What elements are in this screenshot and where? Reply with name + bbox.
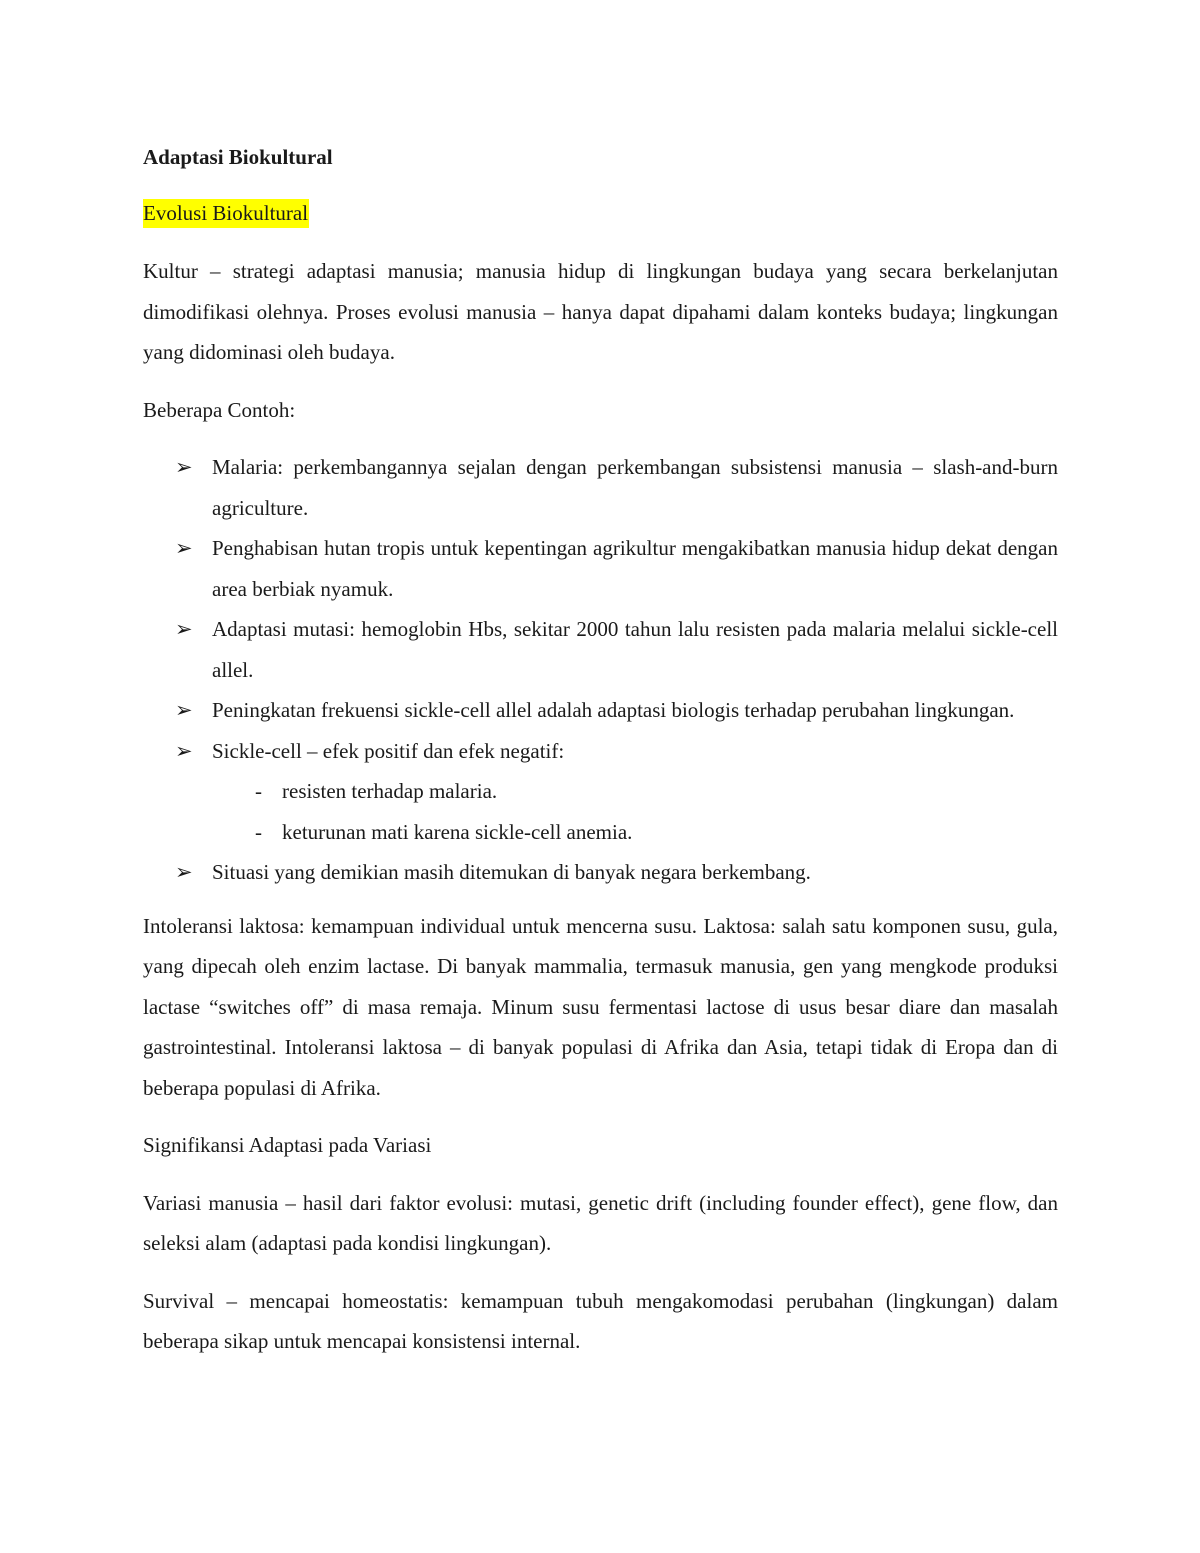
list-item <box>143 731 1058 853</box>
list-item <box>143 852 1058 893</box>
list-item-text: Situasi yang demikian masih ditemukan di banyak negara berkembang. <box>212 860 811 884</box>
section-heading-signifikansi: Signifikansi Adaptasi pada Variasi <box>143 1133 432 1157</box>
list-item-text: Adaptasi mutasi: hemoglobin Hbs, sekitar 2000 tahun lalu resisten pada malaria melalui sickle-cell allel. <box>212 617 1058 682</box>
highlighted-heading: Evolusi Biokultural <box>143 199 309 228</box>
list-item-text: Peningkatan frekuensi sickle-cell allel adalah adaptasi biologis terhadap perubahan lingkungan. <box>212 698 1015 722</box>
sub-list-item-text: resisten terhadap malaria. <box>282 779 498 803</box>
examples-list <box>143 447 1058 893</box>
list-item <box>143 609 1058 690</box>
arrow-bullet-icon: ➢ <box>175 698 193 722</box>
list-item-text: Sickle-cell – efek positif dan efek negatif: <box>212 738 565 763</box>
document-page <box>143 142 1058 1379</box>
list-item-text: Malaria: perkembangannya sejalan dengan perkembangan subsistensi manusia – slash-and-burn agriculture. <box>212 455 1058 520</box>
sub-list-item-text: keturunan mati karena sickle-cell anemia. <box>282 819 633 844</box>
examples-label: Beberapa Contoh: <box>143 397 296 422</box>
sub-list <box>212 771 1058 852</box>
arrow-bullet-icon: ➢ <box>175 536 193 560</box>
paragraph-kultur: Kultur – strategi adaptasi manusia; manusia hidup di lingkungan budaya yang secara berkelanjutan dimodifikasi olehnya. Proses evolusi manusia – hanya dapat dipahami dalam konteks budaya; lingkungan yang didominasi oleh budaya. <box>143 259 1058 364</box>
list-item <box>143 528 1058 609</box>
arrow-bullet-icon: ➢ <box>175 860 193 884</box>
list-item-text: Penghabisan hutan tropis untuk kepentingan agrikultur mengakibatkan manusia hidup dekat dengan area berbiak nyamuk. <box>212 536 1058 601</box>
sub-list-item <box>212 812 1058 853</box>
section-heading-evolusi <box>143 198 1058 228</box>
paragraph-survival: Survival – mencapai homeostatis: kemampuan tubuh mengakomodasi perubahan (lingkungan) dalam beberapa sikap untuk mencapai konsistensi internal. <box>143 1288 1058 1353</box>
arrow-bullet-icon: ➢ <box>175 455 193 479</box>
dash-bullet: - <box>255 819 262 844</box>
list-item <box>143 447 1058 528</box>
document-title: Adaptasi Biokultural <box>143 145 333 169</box>
paragraph-variasi: Variasi manusia – hasil dari faktor evolusi: mutasi, genetic drift (including founder effect), gene flow, dan seleksi alam (adaptasi pada kondisi lingkungan). <box>143 1190 1058 1255</box>
list-item <box>143 690 1058 731</box>
arrow-bullet-icon: ➢ <box>175 738 193 763</box>
arrow-bullet-icon: ➢ <box>175 617 193 641</box>
dash-bullet: - <box>255 779 262 803</box>
sub-list-item <box>212 771 1058 812</box>
paragraph-intoleransi: Intoleransi laktosa: kemampuan individual untuk mencerna susu. Laktosa: salah satu komponen susu, gula, yang dipecah oleh enzim lactase. Di banyak mammalia, termasuk manusia, gen yang mengkode produksi lactase “switches off” di masa remaja. Minum susu fermentasi lactose di usus besar diare dan masalah gastrointestinal. Intoleransi laktosa – di banyak populasi di Afrika dan Asia, tetapi tidak di Eropa dan di beberapa populasi di Afrika. <box>143 913 1058 1100</box>
